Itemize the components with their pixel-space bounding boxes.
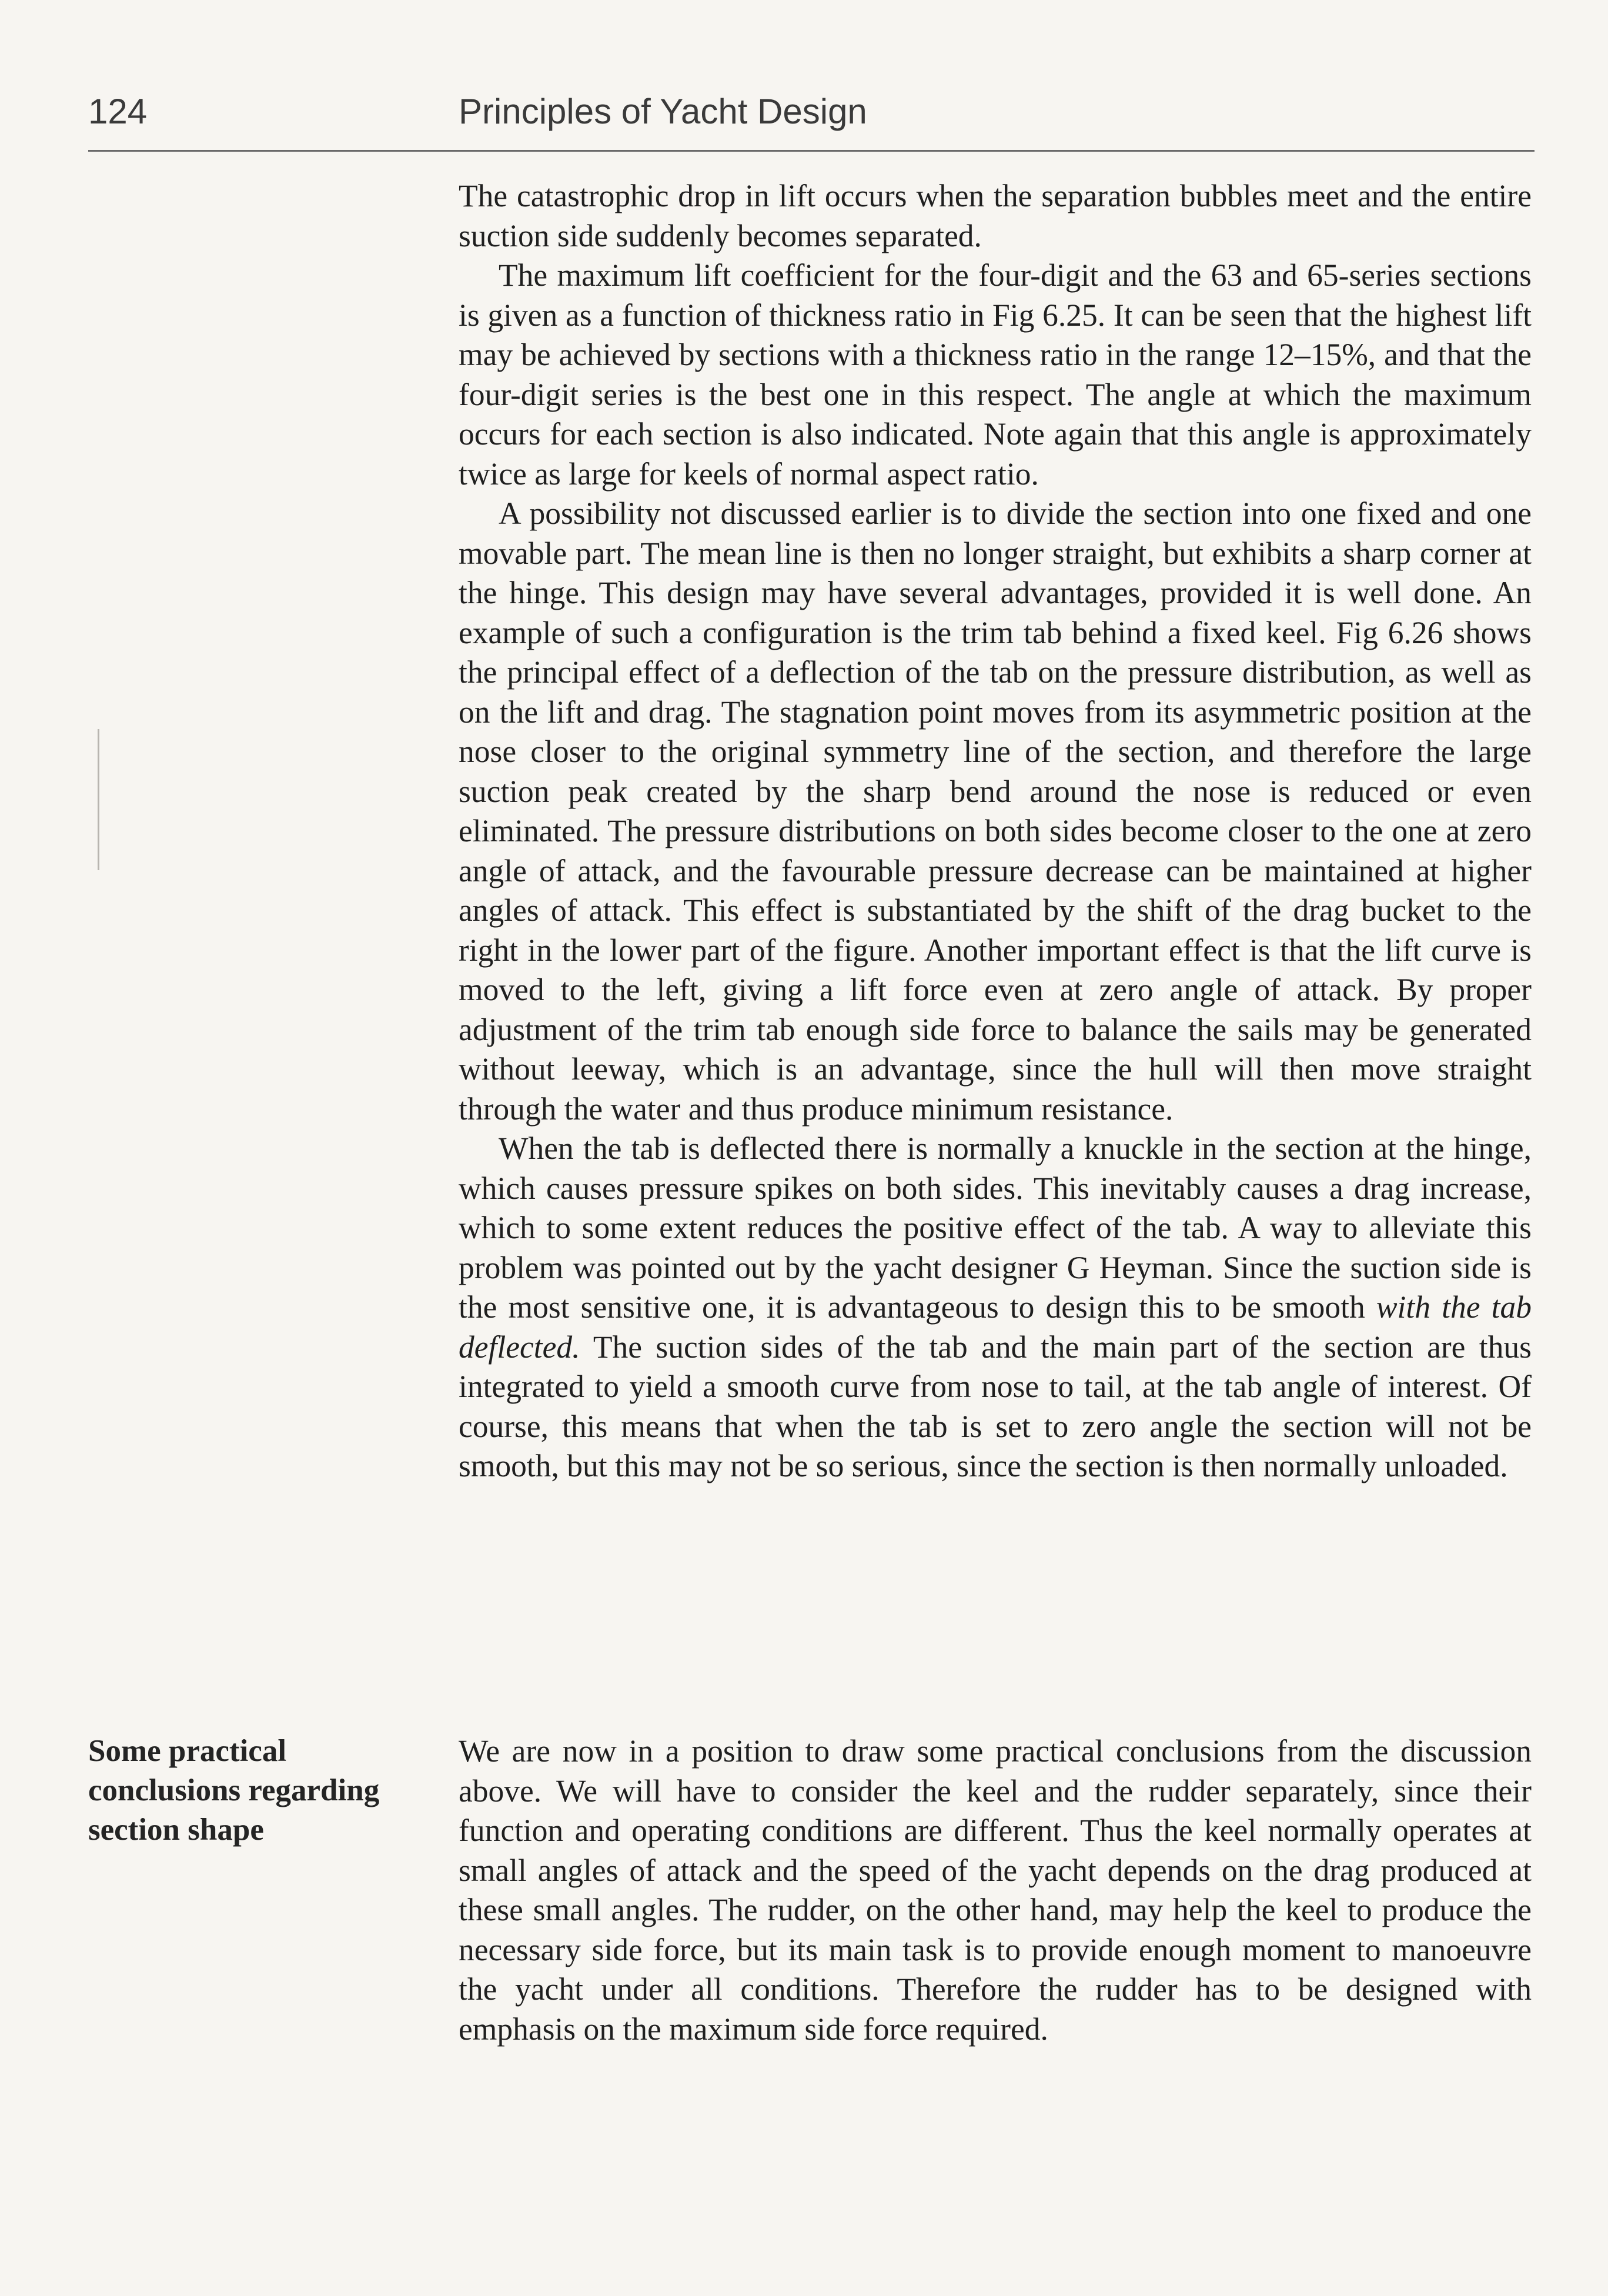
paragraph-tab-deflection-italic: with the tab deflected.	[459, 1289, 1532, 1365]
body-text-top	[459, 176, 1532, 1486]
paragraph-trim-tab: A possibility not discussed earlier is to divide the section into one fixed and one movable part. The mean line is then no longer straight, but exhibits a sharp corner at the hinge. This design may have several advantages, provided it is well done. An example of such a configuration is the trim tab behind a fixed keel. Fig 6.26 shows the principal effect of a deflection of the tab on the pressure distribution, as well as on the lift and drag. The stagnation point moves from its asymmetric position at the nose closer to the original symmetry line of the section, and therefore the large suction peak created by the sharp bend around the nose is reduced or even eliminated. The pressure distributions on both sides become closer to the one at zero angle of attack, and the favourable pressure decrease can be maintained at higher angles of attack. This effect is substantiated by the shift of the drag bucket to the right in the lower part of the figure. Another important effect is that the lift curve is moved to the left, giving a lift force even at zero angle of attack. By proper adjustment of the trim tab enough side force to balance the sails may be generated without leeway, which is an advantage, since the hull will then move straight through the water and thus produce minimum resistance.	[459, 496, 1532, 1127]
body-text-section	[459, 1732, 1532, 2049]
paragraph-tab-deflection	[459, 1129, 1532, 1486]
section-heading	[88, 1732, 417, 1850]
paragraph-practical-conclusions: We are now in a position to draw some practical conclusions from the discussion above. We will have to consider the keel and the rudder separately, since their function and operating conditions are different. Thus the keel normally operates at small angles of attack and the speed of the yacht depends on the drag produced at these small angles. The rudder, on the other hand, may help the keel to produce the necessary side force, but its main task is to provide enough moment to manoeuvre the yacht under all conditions. Therefore the rudder has to be designed with emphasis on the maximum side force required.	[459, 1733, 1532, 2047]
section-heading-line-1: Some practical	[88, 1734, 287, 1768]
paragraph-tab-deflection-end: The suction sides of the tab and the main part of the section are thus integrated to yield a smooth curve from nose to tail, at the tab angle of interest. Of course, this means that when the tab is set to zero angle the section will not be smooth, but this may not be so serious, since the section is then normally unloaded.	[459, 1329, 1532, 1483]
page-number: 124	[88, 92, 148, 131]
header-rule	[88, 150, 1535, 152]
page-header	[88, 88, 1532, 153]
section-heading-line-3: section shape	[88, 1813, 264, 1847]
scan-margin-mark	[98, 729, 99, 870]
paragraph-separation-drop: The catastrophic drop in lift occurs when the separation bubbles meet and the entire suction side suddenly becomes separated.	[459, 178, 1532, 253]
paragraph-tab-deflection-start: When the tab is deflected there is normally a knuckle in the section at the hinge, which causes pressure spikes on both sides. This inevitably causes a drag increase, which to some extent reduces the positive effect of the tab. A way to alleviate this problem was pointed out by the yacht designer G Heyman. Since the suction side is the most sensitive one, it is advantageous to design this to be smooth	[459, 1131, 1532, 1325]
running-title: Principles of Yacht Design	[459, 92, 867, 131]
section-heading-line-2: conclusions regarding	[88, 1773, 380, 1807]
paragraph-max-lift: The maximum lift coefficient for the four-digit and the 63 and 65-series sections is given as a function of thickness ratio in Fig 6.25. It can be seen that the highest lift may be achieved by sections with a thickness ratio in the range 12–15%, and that the four-digit series is the best one in this respect. The angle at which the maximum occurs for each section is also indicated. Note again that this angle is approximately twice as large for keels of normal aspect ratio.	[459, 258, 1532, 492]
